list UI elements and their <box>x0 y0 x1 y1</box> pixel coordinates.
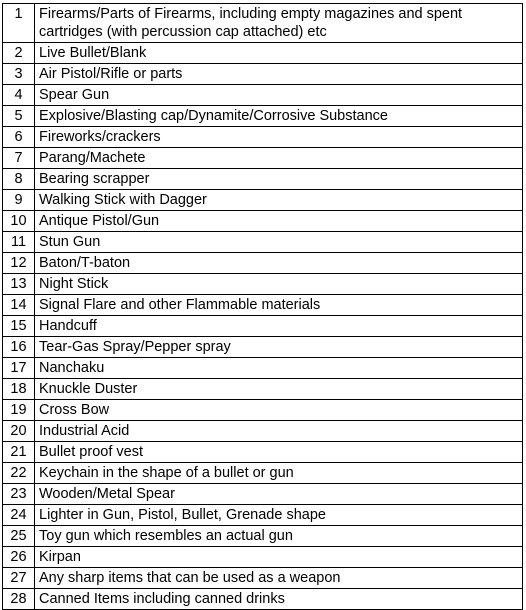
item-number: 3 <box>3 64 35 85</box>
item-number: 23 <box>3 484 35 505</box>
table-row <box>3 568 523 589</box>
table-row <box>3 421 523 442</box>
table-row <box>3 211 523 232</box>
table-row <box>3 337 523 358</box>
item-description: Stun Gun <box>35 232 523 253</box>
table-row <box>3 295 523 316</box>
item-number: 15 <box>3 316 35 337</box>
item-number: 26 <box>3 547 35 568</box>
item-number: 18 <box>3 379 35 400</box>
item-number: 17 <box>3 358 35 379</box>
item-description: Spear Gun <box>35 85 523 106</box>
item-description: Fireworks/crackers <box>35 127 523 148</box>
item-description: Firearms/Parts of Firearms, including empty magazines and spent cartridges (with percussion cap attached) etc <box>35 4 523 43</box>
item-number: 27 <box>3 568 35 589</box>
item-number: 14 <box>3 295 35 316</box>
table-row <box>3 232 523 253</box>
table-row <box>3 127 523 148</box>
item-number: 2 <box>3 43 35 64</box>
table-row <box>3 379 523 400</box>
item-number: 10 <box>3 211 35 232</box>
item-description: Cross Bow <box>35 400 523 421</box>
item-description: Nanchaku <box>35 358 523 379</box>
item-description: Toy gun which resembles an actual gun <box>35 526 523 547</box>
item-description: Lighter in Gun, Pistol, Bullet, Grenade shape <box>35 505 523 526</box>
item-description: Air Pistol/Rifle or parts <box>35 64 523 85</box>
item-number: 22 <box>3 463 35 484</box>
item-number: 24 <box>3 505 35 526</box>
item-number: 8 <box>3 169 35 190</box>
item-description: Antique Pistol/Gun <box>35 211 523 232</box>
item-number: 9 <box>3 190 35 211</box>
table-row <box>3 169 523 190</box>
item-description: Live Bullet/Blank <box>35 43 523 64</box>
item-description: Night Stick <box>35 274 523 295</box>
table-row <box>3 85 523 106</box>
item-number: 6 <box>3 127 35 148</box>
item-description: Kirpan <box>35 547 523 568</box>
table-row <box>3 4 523 43</box>
item-description: Any sharp items that can be used as a weapon <box>35 568 523 589</box>
prohibited-items-document <box>2 3 523 610</box>
table-body <box>3 4 523 610</box>
item-description: Parang/Machete <box>35 148 523 169</box>
prohibited-items-table <box>2 3 523 610</box>
table-row <box>3 547 523 568</box>
item-description: Tear-Gas Spray/Pepper spray <box>35 337 523 358</box>
item-number: 5 <box>3 106 35 127</box>
table-row <box>3 64 523 85</box>
item-number: 1 <box>3 4 35 43</box>
item-number: 12 <box>3 253 35 274</box>
item-description: Explosive/Blasting cap/Dynamite/Corrosive Substance <box>35 106 523 127</box>
table-row <box>3 316 523 337</box>
table-row <box>3 400 523 421</box>
table-row <box>3 526 523 547</box>
item-description: Baton/T-baton <box>35 253 523 274</box>
item-number: 16 <box>3 337 35 358</box>
table-row <box>3 442 523 463</box>
item-number: 7 <box>3 148 35 169</box>
item-description: Industrial Acid <box>35 421 523 442</box>
table-row <box>3 43 523 64</box>
table-row <box>3 274 523 295</box>
item-description: Keychain in the shape of a bullet or gun <box>35 463 523 484</box>
item-number: 25 <box>3 526 35 547</box>
item-description: Handcuff <box>35 316 523 337</box>
item-description: Canned Items including canned drinks <box>35 589 523 610</box>
item-number: 28 <box>3 589 35 610</box>
table-row <box>3 253 523 274</box>
table-row <box>3 148 523 169</box>
item-number: 20 <box>3 421 35 442</box>
table-row <box>3 106 523 127</box>
item-number: 21 <box>3 442 35 463</box>
item-description: Bullet proof vest <box>35 442 523 463</box>
item-number: 4 <box>3 85 35 106</box>
item-description: Bearing scrapper <box>35 169 523 190</box>
table-row <box>3 484 523 505</box>
item-number: 11 <box>3 232 35 253</box>
item-description: Wooden/Metal Spear <box>35 484 523 505</box>
table-row <box>3 190 523 211</box>
item-description: Knuckle Duster <box>35 379 523 400</box>
item-description: Signal Flare and other Flammable materials <box>35 295 523 316</box>
table-row <box>3 505 523 526</box>
item-number: 19 <box>3 400 35 421</box>
table-row <box>3 358 523 379</box>
table-row <box>3 589 523 610</box>
table-row <box>3 463 523 484</box>
item-number: 13 <box>3 274 35 295</box>
item-description: Walking Stick with Dagger <box>35 190 523 211</box>
